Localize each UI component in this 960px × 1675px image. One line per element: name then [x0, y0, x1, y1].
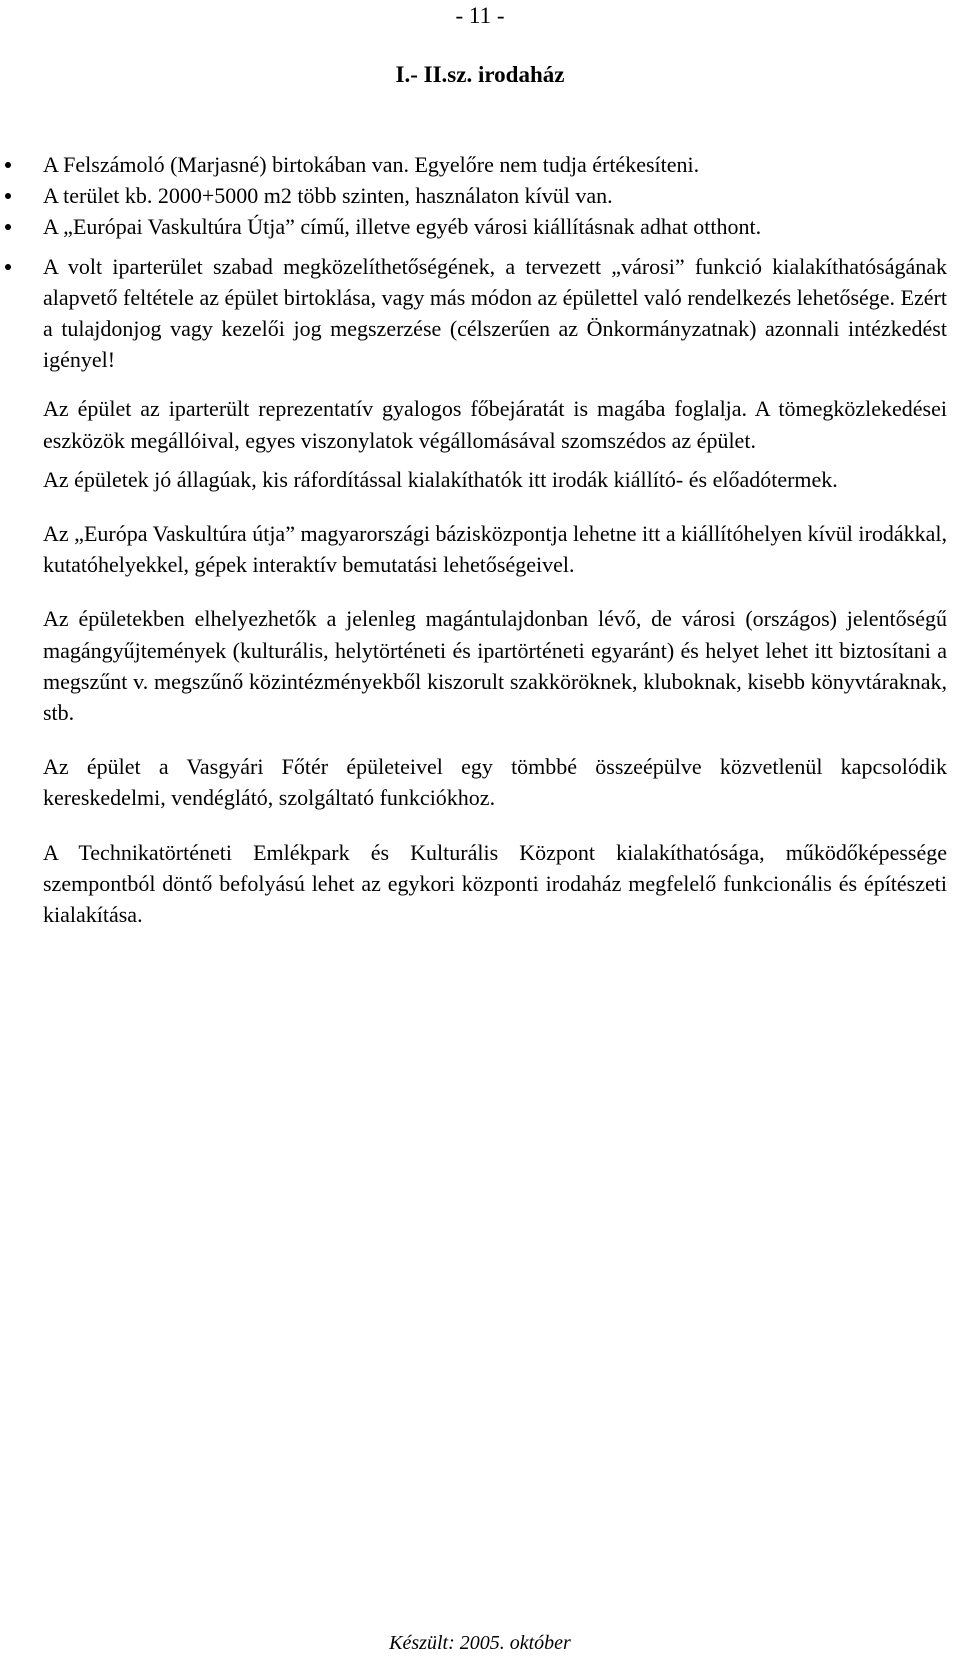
bullet-icon	[5, 224, 11, 230]
section-title: I.- II.sz. irodaház	[395, 62, 565, 87]
bullet-icon	[5, 193, 11, 199]
paragraph: A Technikatörténeti Emlékpark és Kulturális Központ kialakíthatósága, működőképessége szempontból döntő befolyású lehet az egykori központi irodaház megfelelő funkcionális és építészeti kialakítása.	[43, 839, 947, 928]
paragraph: Az épületek jó állagúak, kis ráfordítással kialakíthatók itt irodák kiállító- és előadótermek.	[43, 466, 838, 492]
document-body	[43, 149, 947, 930]
bullet-icon	[5, 264, 11, 270]
bullet-item	[43, 149, 947, 180]
bullet-icon	[5, 162, 11, 168]
bullet-item	[43, 251, 947, 376]
paragraph: Az épület az iparterült reprezentatív gyalogos főbejáratát is magába foglalja. A tömegközlekedései eszközök megállóival, egyes viszonylatok végállomásával szomszédos az épület.	[43, 396, 947, 453]
paragraph: Az épület a Vasgyári Főtér épületeivel egy tömbbé összeépülve közvetlenül kapcsolódik kereskedelmi, vendéglátó, szolgáltató funkciókhoz.	[43, 754, 947, 811]
bullet-text: A volt iparterület szabad megközelíthetőségének, a tervezett „városi” funkció kialakíthatóságának alapvető feltétele az épület birtoklása, vagy más módon az épülettel való rendelkezés lehetősége. Ezért a tulajdonjog vagy kezelői jog megszerzése (célszerűen az Önkormányzatnak) azonnali intézkedést igényel!	[43, 253, 947, 373]
footer-date: Készült: 2005. október	[389, 1632, 571, 1654]
bullet-list	[43, 149, 947, 375]
bullet-text: A Felszámoló (Marjasné) birtokában van. Egyelőre nem tudja értékesíteni.	[43, 152, 700, 177]
bullet-text: A terület kb. 2000+5000 m2 több szinten, használaton kívül van.	[43, 183, 613, 209]
paragraph: Az „Európa Vaskultúra útja” magyarországi bázisközpontja lehetne itt a kiállítóhelyen kívül irodákkal, kutatóhelyekkel, gépek interaktív bemutatási lehetőségeivel.	[43, 521, 947, 578]
bullet-text: A „Európai Vaskultúra Útja” című, illetve egyéb városi kiállításnak adhat otthont.	[43, 214, 762, 240]
page-number: - 11 -	[455, 3, 505, 28]
paragraph: Az épületekben elhelyezhetők a jelenleg magántulajdonban lévő, de városi (országos) jelentőségű magángyűjtemények (kulturális, helytörténeti és ipartörténeti egyaránt) és helyet lehet itt biztosítani a megszűnt v. megszűnő közintézményekből kiszorult szakköröknek, kluboknak, kisebb könyvtáraknak, stb.	[43, 606, 947, 726]
bullet-item	[43, 211, 947, 242]
bullet-item	[43, 180, 947, 211]
